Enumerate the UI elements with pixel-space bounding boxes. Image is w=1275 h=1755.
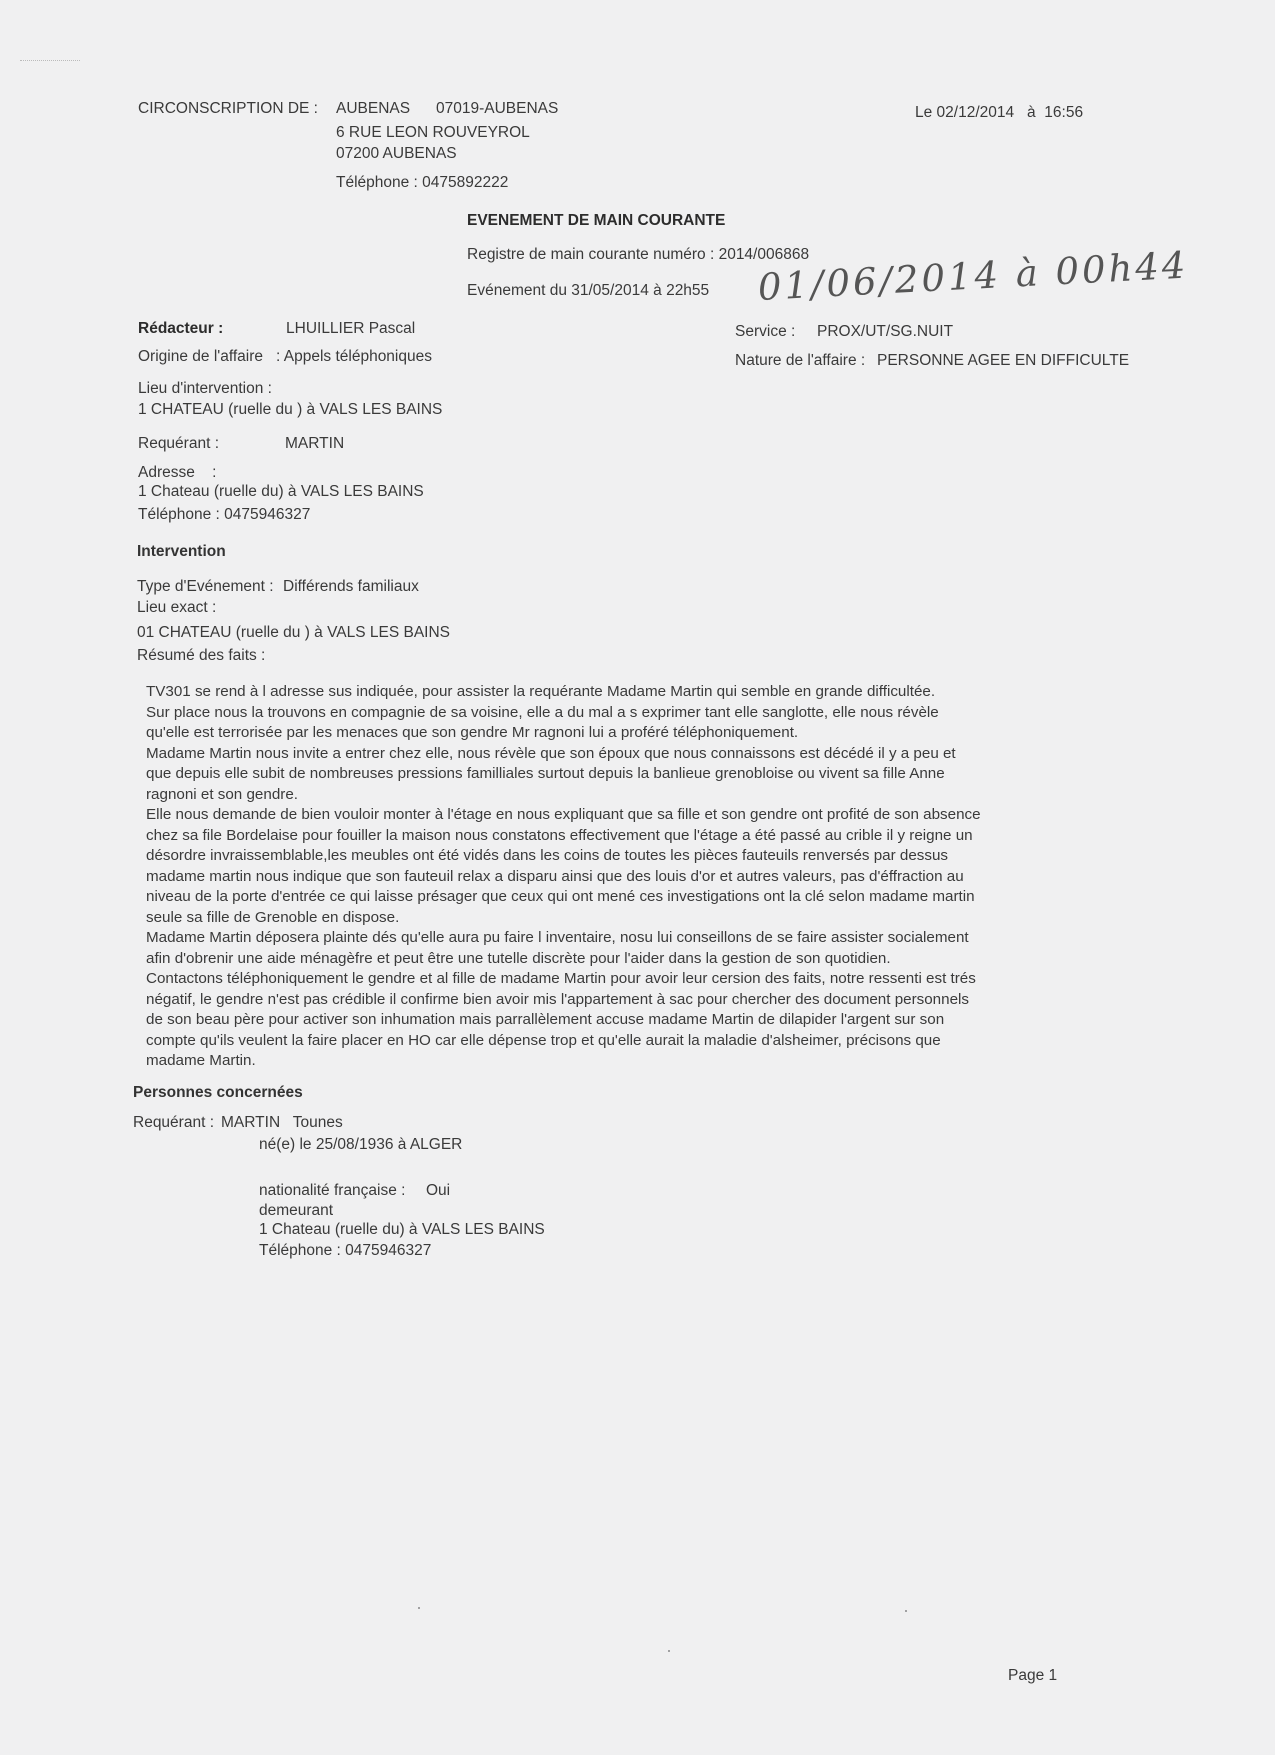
lieu-exact-label: Lieu exact : [137, 599, 217, 616]
personne-adresse: 1 Chateau (ruelle du) à VALS LES BAINS [259, 1221, 545, 1238]
type-evenement-value: Différends familiaux [283, 578, 419, 595]
service-value: PROX/UT/SG.NUIT [817, 323, 954, 340]
nature-label: Nature de l'affaire : [735, 352, 866, 369]
origine-label: Origine de l'affaire [138, 348, 264, 365]
personnes-heading: Personnes concernées [133, 1084, 303, 1101]
scan-speck [418, 1607, 420, 1609]
summary-line: chez sa file Bordelaise pour fouiller la maison nous constatons effectivement que l'étage a été passé au crible il y reigne un [146, 826, 973, 844]
summary-line: Madame Martin déposera plainte dés qu'elle aura pu faire l inventaire, nosu lui conseillons de se faire assister socialement [146, 929, 969, 946]
circonscription-label: CIRCONSCRIPTION DE : [138, 100, 318, 117]
address-line-2: 07200 AUBENAS [336, 145, 457, 162]
redacteur-label: Rédacteur : [138, 320, 224, 337]
address-line-1: 6 RUE LEON ROUVEYROL [336, 124, 530, 141]
circonscription-code: 07019-AUBENAS [436, 100, 559, 117]
summary-line: niveau de la porte d'entrée ce qui laisse présager que ceux qui ont mené ces investigations ont la clé selon madame martin [146, 888, 975, 905]
handwritten-annotation: 01/06/2014 à 00h44 [756, 243, 1190, 309]
requerant-label: Requérant : [138, 435, 219, 452]
circonscription-value: AUBENAS [336, 100, 411, 117]
document-date-time: Le 02/12/2014 à 16:56 [915, 104, 1084, 121]
nationalite-label: nationalité française : [259, 1182, 406, 1199]
header-telephone: Téléphone : 0475892222 [336, 174, 509, 191]
summary-line: ragnoni et son gendre. [146, 785, 298, 803]
summary-line: qu'elle est terrorisée par les menaces que son gendre Mr ragnoni lui a proféré téléphoniquement. [146, 724, 799, 741]
summary-line: Contactons téléphoniquement le gendre et al fille de madame Martin pour avoir leur cersion des faits, notre ressenti est trés [146, 970, 976, 987]
summary-line: madame Martin. [146, 1052, 256, 1069]
service-label: Service : [735, 323, 796, 340]
summary-line: madame martin nous indique que son fauteuil relax a disparu ainsi que des louis d'or et autres valeurs, pas d'éffraction au [146, 867, 964, 885]
scan-speck [668, 1650, 670, 1652]
page-number: Page 1 [1008, 1667, 1058, 1684]
origine-value: : Appels téléphoniques [276, 348, 432, 365]
summary-line: Elle nous demande de bien vouloir monter à l'étage en nous expliquant que sa fille et son gendre ont profité de son absence [146, 806, 981, 823]
type-evenement-label: Type d'Evénement : [137, 578, 274, 595]
summary-line: seule sa fille de Grenoble en dispose. [146, 908, 400, 926]
requerant-value: MARTIN [285, 435, 345, 452]
summary-line: que depuis elle subit de nombreuses pressions familliales surtout depuis la banlieue grenobloise ou vivent sa fille Anne [146, 765, 945, 782]
summary-line: de son beau père pour activer son inhumation mais parrallèlement accuse madame Martin de dilapider l'argent sur son [146, 1011, 945, 1028]
requerant-adresse-value: 1 Chateau (ruelle du) à VALS LES BAINS [138, 483, 424, 500]
nationalite-value: Oui [426, 1182, 451, 1199]
summary-line: Madame Martin nous invite a entrer chez elle, nous révèle que son époux que nous connaissons est décédé il y a peu et [146, 744, 956, 762]
requerant-adresse-label: Adresse : [138, 464, 217, 481]
redacteur-value: LHUILLIER Pascal [286, 320, 416, 337]
document-title: EVENEMENT DE MAIN COURANTE [467, 212, 726, 229]
personne-telephone: Téléphone : 0475946327 [259, 1242, 432, 1259]
intervention-heading: Intervention [137, 543, 226, 560]
demeurant-label: demeurant [259, 1202, 334, 1219]
lieu-intervention-label: Lieu d'intervention : [138, 380, 272, 397]
summary-line: négatif, le gendre n'est pas crédible il confirme bien avoir mis l'appartement à sac pour chercher des document personnels [146, 990, 969, 1008]
lieu-intervention-value: 1 CHATEAU (ruelle du ) à VALS LES BAINS [138, 401, 443, 418]
scan-speck [905, 1610, 907, 1612]
summary-line: afin d'obrenir une aide ménagèfre et peut être une tutelle discrète pour l'aider dans la gestion de son quotidien. [146, 949, 891, 967]
requerant-telephone: Téléphone : 0475946327 [138, 506, 311, 523]
summary-line: Sur place nous la trouvons en compagnie de sa voisine, elle a du mal a s exprimer tant elle sanglotte, elle nous révèle [146, 703, 939, 721]
summary-line: compte qu'ils veulent la faire placer en HO car elle dépense trop et qu'elle aurait la maladie d'alsheimer, précisons que [146, 1031, 941, 1049]
resume-des-faits [146, 682, 1036, 1072]
summary-line: désordre invraissemblable,les meubles ont été vidés dans les coins de toutes les pièces fauteuils renversés par dessus [146, 847, 948, 864]
summary-line: TV301 se rend à l adresse sus indiquée, pour assister la requérante Madame Martin qui semble en grande difficultée. [146, 683, 936, 700]
personne-naissance: né(e) le 25/08/1936 à ALGER [259, 1136, 463, 1153]
registre-numero: Registre de main courante numéro : 2014/006868 [467, 246, 810, 263]
personne-requerant-label: Requérant : [133, 1114, 214, 1131]
lieu-exact-value: 01 CHATEAU (ruelle du ) à VALS LES BAINS [137, 624, 450, 641]
resume-label: Résumé des faits : [137, 647, 266, 664]
personne-requerant-name: MARTIN Tounes [221, 1114, 343, 1131]
evenement-date: Evénement du 31/05/2014 à 22h55 [467, 282, 710, 299]
scan-artifact [20, 60, 80, 62]
nature-value: PERSONNE AGEE EN DIFFICULTE [877, 352, 1130, 369]
